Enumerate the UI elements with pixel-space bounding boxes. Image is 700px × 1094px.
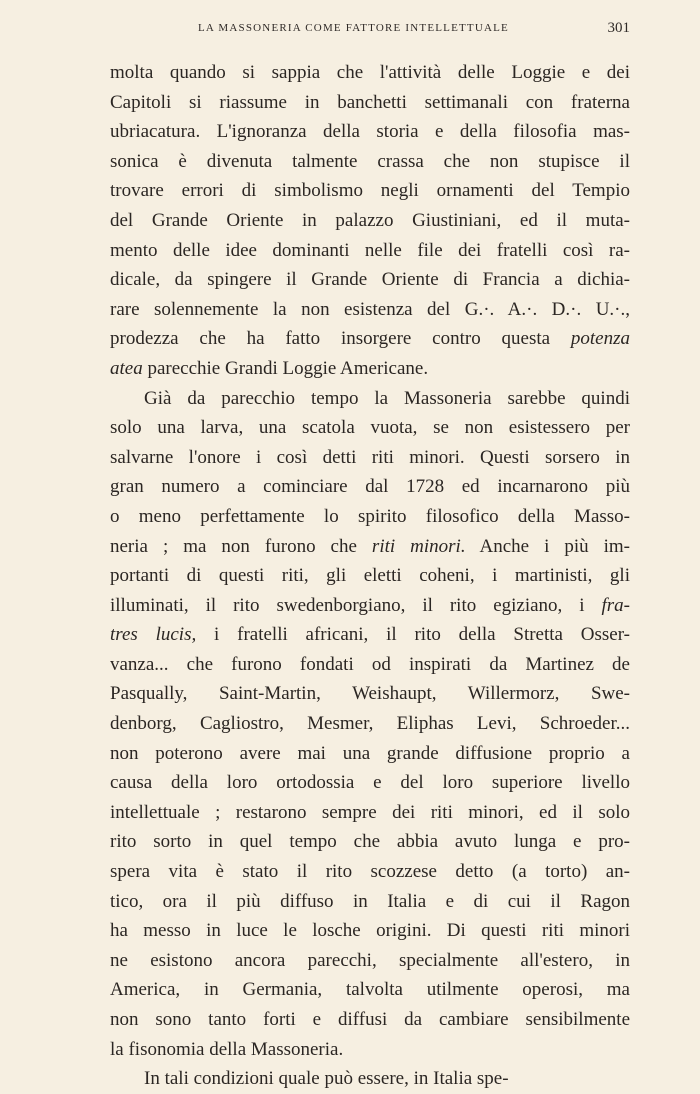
paragraph <box>110 1064 630 1094</box>
text-line: tico, ora il più diffuso in Italia e di cui il Ragon <box>110 890 630 912</box>
text-line <box>110 591 630 621</box>
italic-text: potenza <box>570 328 630 350</box>
text-line: sonica è divenuta talmente crassa che non stupisce il <box>110 150 630 172</box>
text-line: trovare errori di simbolismo negli ornamenti del Tempio <box>110 180 630 202</box>
text-line: non poterono avere mai una grande diffusione proprio a <box>110 742 630 764</box>
text-line: del Grande Oriente in palazzo Giustiniani, ed il muta- <box>110 209 630 231</box>
text-line: Pasqually, Saint-Martin, Weishaupt, Willermorz, Swe- <box>110 683 630 705</box>
text-line: Già da parecchio tempo la Massoneria sarebbe quindi <box>144 387 630 409</box>
text-line: spera vita è stato il rito scozzese detto (a torto) an- <box>110 861 630 883</box>
text-line <box>110 532 630 562</box>
text-line: intellettuale ; restarono sempre dei riti minori, ed il solo <box>110 801 630 823</box>
running-title: LA MASSONERIA COME FATTORE INTELLETTUALE <box>198 22 509 34</box>
text-line: o meno perfettamente lo spirito filosofico della Masso- <box>110 505 630 527</box>
text-line: vanza... che furono fondati od inspirati da Martinez de <box>110 653 630 675</box>
text-run: neria ; ma non furono che <box>110 535 372 557</box>
text-line: America, in Germania, talvolta utilmente operosi, ma <box>110 979 630 1001</box>
text-line: molta quando si sappia che l'attività delle Loggie e dei <box>110 62 630 83</box>
page-number: 301 <box>607 20 630 36</box>
paragraph <box>110 58 630 384</box>
italic-text: riti minori. <box>371 535 466 557</box>
text-line: gran numero a cominciare dal 1728 ed incarnarono più <box>110 476 630 498</box>
text-line: la fisonomia della Massoneria. <box>110 1038 344 1060</box>
italic-text: fra- <box>601 594 630 616</box>
text-line: ubriacatura. L'ignoranza della storia e della filosofia mas- <box>110 121 630 143</box>
text-run: parecchie Grandi Loggie Americane. <box>142 357 429 379</box>
italic-text: tres lucis, <box>110 624 197 646</box>
text-line: solo una larva, una scatola vuota, se non esistessero per <box>110 417 630 439</box>
body-text <box>110 58 630 1094</box>
text-line: In tali condizioni quale può essere, in Italia spe- <box>144 1068 509 1090</box>
text-line: rare solennemente la non esistenza del G.·. A.·. D.·. U.·., <box>110 298 630 320</box>
text-run: Anche i più im- <box>465 535 631 557</box>
text-run: prodezza che ha fatto insorgere contro questa <box>110 328 571 350</box>
text-line: portanti di questi riti, gli eletti coheni, i martinisti, gli <box>110 565 630 587</box>
text-line: dicale, da spingere il Grande Oriente di Francia a dichia- <box>110 269 630 291</box>
text-line: ha messo in luce le losche origini. Di questi riti minori <box>110 920 630 942</box>
text-run: illuminati, il rito swedenborgiano, il rito egiziano, i <box>110 594 602 616</box>
text-line <box>110 324 630 354</box>
text-line: Capitoli si riassume in banchetti settimanali con fraterna <box>110 91 630 113</box>
text-line: mento delle idee dominanti nelle file dei fratelli così ra- <box>110 239 630 261</box>
text-line: salvarne l'onore i così detti riti minori. Questi sorsero in <box>110 446 630 468</box>
text-line <box>110 620 630 650</box>
text-line: causa della loro ortodossia e del loro superiore livello <box>110 772 630 794</box>
text-line <box>110 354 630 384</box>
text-run: i fratelli africani, il rito della Stretta Osser- <box>196 624 630 646</box>
text-line: denborg, Cagliostro, Mesmer, Eliphas Levi, Schroeder... <box>110 713 630 735</box>
text-line: non sono tanto forti e diffusi da cambiare sensibilmente <box>110 1009 630 1030</box>
italic-text: atea <box>110 357 143 379</box>
text-line: rito sorto in quel tempo che abbia avuto lunga e pro- <box>110 831 630 853</box>
text-line: ne esistono ancora parecchi, specialmente all'estero, in <box>110 949 630 971</box>
paragraph <box>110 384 630 1065</box>
running-head <box>110 22 630 42</box>
